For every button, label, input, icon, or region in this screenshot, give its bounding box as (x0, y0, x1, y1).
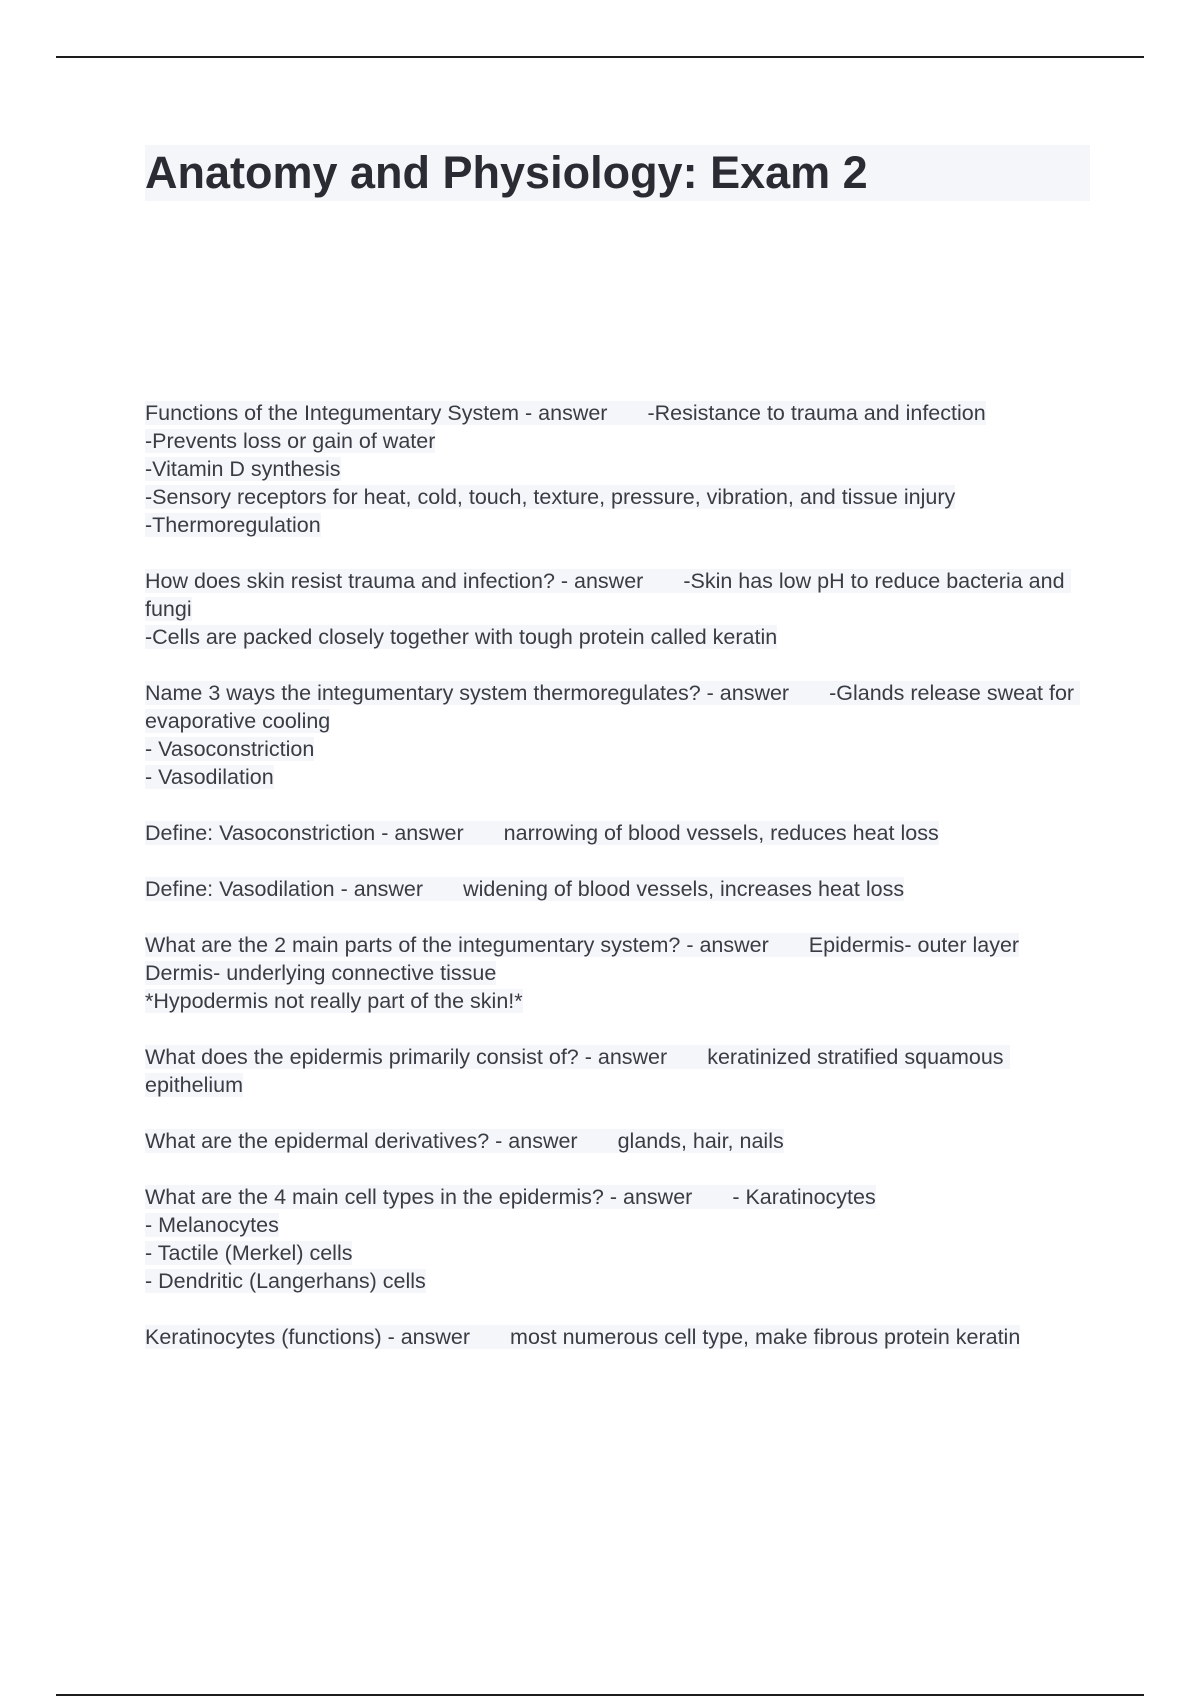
flashcard-term: Define: Vasoconstriction - answer (145, 821, 464, 845)
flashcard (145, 931, 1090, 1015)
flashcard-definition: -Resistance to trauma and infection -Prevents loss or gain of water -Vitamin D synthesis -Sensory receptors for heat, cold, touch, texture, pressure, vibration, and tissue injury -Thermoregulation (145, 401, 986, 537)
flashcard (145, 679, 1090, 791)
flashcard-definition: most numerous cell type, make fibrous protein keratin (510, 1325, 1021, 1349)
bottom-rule (56, 1694, 1144, 1696)
flashcard-definition: widening of blood vessels, increases heat loss (463, 877, 905, 901)
flashcard-term: Name 3 ways the integumentary system thermoregulates? - answer (145, 681, 790, 705)
flashcard-definition: -Glands release sweat for evaporative cooling - Vasoconstriction - Vasodilation (145, 681, 1075, 789)
flashcard-term: Keratinocytes (functions) - answer (145, 1325, 471, 1349)
top-rule (56, 56, 1144, 58)
flashcard-term: Define: Vasodilation - answer (145, 877, 424, 901)
flashcard (145, 1183, 1090, 1295)
flashcard-definition: glands, hair, nails (617, 1129, 784, 1153)
flashcard (145, 875, 1090, 903)
document-body (145, 145, 1090, 1379)
flashcard (145, 567, 1090, 651)
flashcard-term: What does the epidermis primarily consist of? - answer (145, 1045, 668, 1069)
flashcard-list (145, 399, 1090, 1351)
flashcard-term: What are the 2 main parts of the integumentary system? - answer (145, 933, 769, 957)
flashcard-term: What are the epidermal derivatives? - answer (145, 1129, 578, 1153)
flashcard-definition: - Karatinocytes - Melanocytes - Tactile (Merkel) cells - Dendritic (Langerhans) cells (145, 1185, 876, 1293)
flashcard-definition: keratinized stratified squamous epithelium (145, 1045, 1010, 1097)
flashcard-definition: -Skin has low pH to reduce bacteria and fungi -Cells are packed closely together with tough protein called keratin (145, 569, 1065, 649)
flashcard-term: Functions of the Integumentary System - answer (145, 401, 608, 425)
flashcard (145, 1323, 1090, 1351)
flashcard-definition: narrowing of blood vessels, reduces heat loss (503, 821, 939, 845)
flashcard (145, 1043, 1090, 1099)
flashcard-term: What are the 4 main cell types in the epidermis? - answer (145, 1185, 693, 1209)
flashcard (145, 819, 1090, 847)
flashcard (145, 399, 1090, 539)
flashcard-term: How does skin resist trauma and infection? - answer (145, 569, 644, 593)
flashcard (145, 1127, 1090, 1155)
document-title: Anatomy and Physiology: Exam 2 (145, 145, 1090, 201)
flashcard-definition: Epidermis- outer layer Dermis- underlying connective tissue *Hypodermis not really part of the skin!* (145, 933, 1020, 1013)
